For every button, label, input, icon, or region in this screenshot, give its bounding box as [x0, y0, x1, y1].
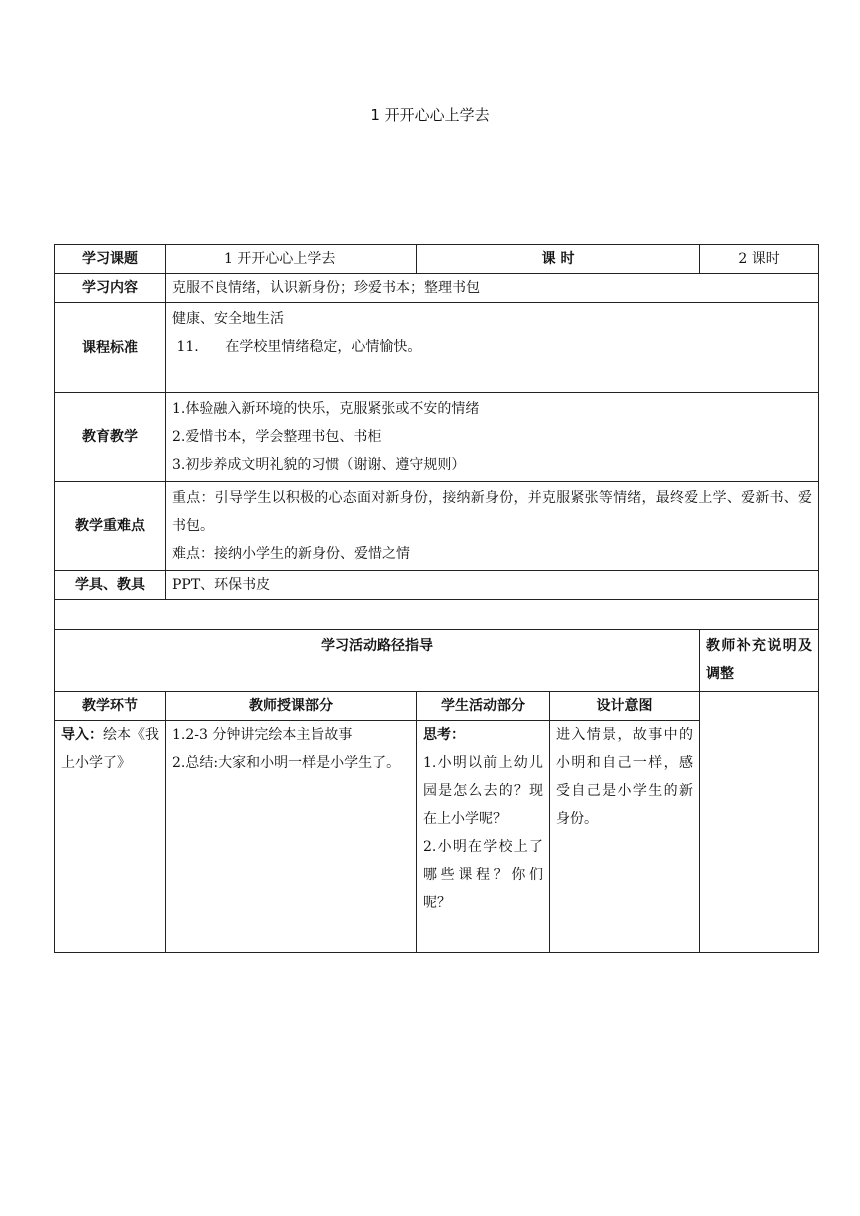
goals-label: 教育教学 — [55, 393, 166, 482]
teacher-note-cell — [700, 692, 819, 953]
goal-item: 3.初步养成文明礼貌的习惯（谢谢、遵守规则） — [172, 457, 466, 473]
tools-value: PPT、环保书皮 — [166, 571, 819, 600]
stage-intro-cell — [55, 721, 166, 953]
goal-item: 2.爱惜书本，学会整理书包、书柜 — [172, 429, 382, 445]
keypoint-difficulty: 难点：接纳小学生的新身份、爱惜之情 — [172, 546, 410, 562]
topic-label: 学习课题 — [55, 245, 166, 274]
student-part-cell — [417, 721, 550, 953]
lesson-plan-table — [54, 244, 819, 953]
student-question: 1.小明以前上幼儿园是怎么去的？现在上小学呢？ — [423, 755, 543, 827]
keypoints-label: 教学重难点 — [55, 482, 166, 571]
standard-label: 课程标准 — [55, 303, 166, 393]
tools-label: 学具、教具 — [55, 571, 166, 600]
hours-value: 2 课时 — [700, 245, 819, 274]
activity-header: 学习活动路径指导 — [55, 630, 700, 692]
standard-line-1: 健康、安全地生活 — [172, 311, 284, 327]
column-teacher: 教师授课部分 — [166, 692, 417, 721]
standard-value — [166, 303, 819, 393]
topic-value: 1 开开心心上学去 — [166, 245, 417, 274]
goal-item: 1.体验融入新环境的快乐，克服紧张或不安的情绪 — [172, 401, 480, 417]
page-title: 1 开开心心上学去 — [370, 106, 490, 124]
standard-line-2: 11. 在学校里情绪稳定，心情愉快。 — [172, 339, 422, 355]
keypoint-focus: 重点：引导学生以积极的心态面对新身份，接纳新身份，并克服紧张等情绪，最终爱上学、爱新书、爱书包。 — [172, 490, 813, 534]
spacer-row — [55, 600, 819, 630]
intent-cell: 进入情景，故事中的小明和自己一样，感受自己是小学生的新身份。 — [550, 721, 700, 953]
goals-list — [166, 393, 819, 482]
column-stage: 教学环节 — [55, 692, 166, 721]
content-label: 学习内容 — [55, 274, 166, 303]
teacher-step: 1.2-3 分钟讲完绘本主旨故事 — [172, 727, 353, 743]
stage-intro-label: 导入： — [61, 727, 103, 743]
teacher-part-cell — [166, 721, 417, 953]
content-value: 克服不良情绪，认识新身份；珍爱书本；整理书包 — [166, 274, 819, 303]
teacher-note-header: 教师补充说明及调整 — [700, 630, 819, 692]
hours-label: 课 时 — [417, 245, 700, 274]
column-student: 学生活动部分 — [417, 692, 550, 721]
student-think-label: 思考： — [423, 727, 465, 743]
column-intent: 设计意图 — [550, 692, 700, 721]
teacher-step: 2.总结:大家和小明一样是小学生了。 — [172, 755, 401, 771]
student-question: 2.小明在学校上了哪些课程？你们呢？ — [423, 839, 543, 911]
keypoints-value — [166, 482, 819, 571]
stage-intro-text: 绘本《我上小学了》 — [61, 727, 159, 771]
